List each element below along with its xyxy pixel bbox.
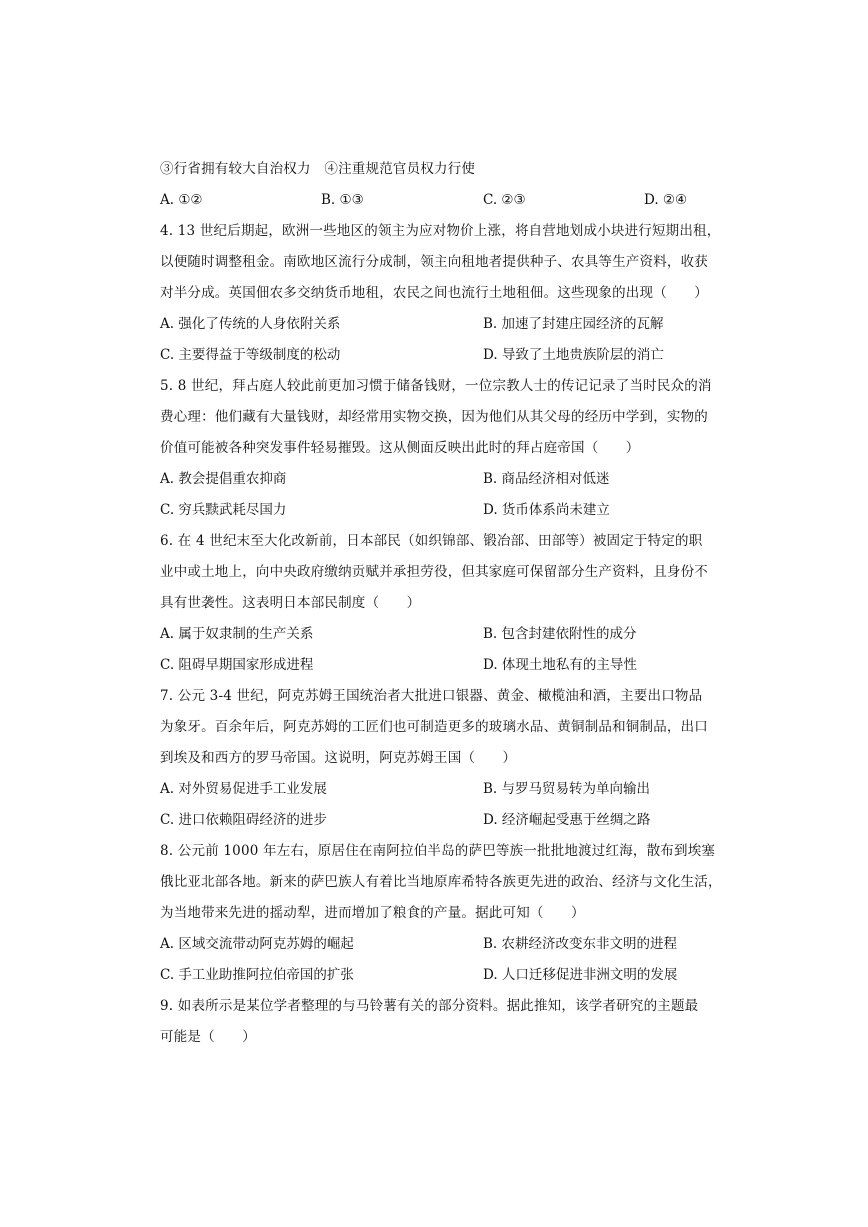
- q5-stem-line: 5. 8 世纪，拜占庭人较此前更加习惯于储备钱财，一位宗教人士的传记记录了当时民众的消: [160, 378, 712, 394]
- q6-option-c[interactable]: C. 阻碍早期国家形成进程: [160, 657, 314, 673]
- q6-option-a[interactable]: A. 属于奴隶制的生产关系: [160, 626, 314, 642]
- q5-stem-line: 价值可能被各种突发事件轻易摧毁。这从侧面反映出此时的拜占庭帝国（ ）: [160, 440, 640, 456]
- q5-option-c[interactable]: C. 穷兵黩武耗尽国力: [160, 502, 287, 518]
- q4-option-b[interactable]: B. 加速了封建庄园经济的瓦解: [483, 316, 664, 332]
- q8-option-a[interactable]: A. 区域交流带动阿克苏姆的崛起: [160, 936, 354, 952]
- q8-option-b[interactable]: B. 农耕经济改变东非文明的进程: [483, 936, 678, 952]
- q7-option-b[interactable]: B. 与罗马贸易转为单向输出: [483, 781, 651, 797]
- q4-option-c[interactable]: C. 主要得益于等级制度的松动: [160, 347, 341, 363]
- q8-option-c[interactable]: C. 手工业助推阿拉伯帝国的扩张: [160, 967, 354, 983]
- q7-option-d[interactable]: D. 经济崛起受惠于丝绸之路: [483, 812, 651, 828]
- q9-stem-line: 9. 如表所示是某位学者整理的与马铃薯有关的部分资料。据此推知，该学者研究的主题最: [160, 998, 699, 1014]
- q3-option-c[interactable]: C. ②③: [483, 192, 526, 208]
- q7-stem-line: 7. 公元 3-4 世纪，阿克苏姆王国统治者大批进口银器、黄金、橄榄油和酒，主要出口物品: [160, 688, 703, 704]
- q6-stem-line: 业中或土地上，向中央政府缴纳贡赋并承担劳役，但其家庭可保留部分生产资料，且身份不: [160, 564, 708, 580]
- q8-stem-line: 为当地带来先进的摇动犁，进而增加了粮食的产量。据此可知（ ）: [160, 905, 585, 921]
- q5-option-b[interactable]: B. 商品经济相对低迷: [483, 471, 610, 487]
- q4-option-a[interactable]: A. 强化了传统的人身依附关系: [160, 316, 341, 332]
- q6-stem-line: 具有世袭性。这表明日本部民制度（ ）: [160, 595, 421, 611]
- q8-option-d[interactable]: D. 人口迁移促进非洲文明的发展: [483, 967, 678, 983]
- q3-option-d[interactable]: D. ②④: [644, 192, 688, 208]
- q4-stem-line: 以便随时调整租金。南欧地区流行分成制，领主向租地者提供种子、农具等生产资料，收获: [160, 254, 708, 270]
- q5-option-d[interactable]: D. 货币体系尚未建立: [483, 502, 610, 518]
- q4-stem-line: 4. 13 世纪后期起，欧洲一些地区的领主为应对物价上涨，将自营地划成小块进行短期出租，: [160, 223, 721, 239]
- q7-stem-line: 到埃及和西方的罗马帝国。这说明，阿克苏姆王国（ ）: [160, 750, 517, 766]
- q5-stem-line: 费心理：他们藏有大量钱财，却经常用实物交换，因为他们从其父母的经历中学到，实物的: [160, 409, 708, 425]
- q9-stem-line: 可能是（ ）: [160, 1029, 256, 1045]
- q3-option-a[interactable]: A. ①②: [160, 192, 203, 208]
- q3-option-b[interactable]: B. ①③: [321, 192, 364, 208]
- q4-option-d[interactable]: D. 导致了土地贵族阶层的消亡: [483, 347, 664, 363]
- q6-stem-line: 6. 在 4 世纪末至大化改新前，日本部民（如织锦部、锻冶部、田部等）被固定于特定的职: [160, 533, 703, 549]
- q5-option-a[interactable]: A. 教会提倡重农抑商: [160, 471, 287, 487]
- q7-stem-line: 为象牙。百余年后，阿克苏姆的工匠们也可制造更多的玻璃水品、黄铜制品和铜制品，出口: [160, 719, 708, 735]
- q6-option-d[interactable]: D. 体现土地私有的主导性: [483, 657, 637, 673]
- q8-stem-line: 俄比亚北部各地。新来的萨巴族人有着比当地原库希特各族更先进的政治、经济与文化生活，: [160, 874, 722, 890]
- q7-option-c[interactable]: C. 进口依赖阻碍经济的进步: [160, 812, 327, 828]
- q7-option-a[interactable]: A. 对外贸易促进手工业发展: [160, 781, 327, 797]
- q8-stem-line: 8. 公元前 1000 年左右，原居住在南阿拉伯半岛的萨巴等族一批批地渡过红海，散布到埃塞: [160, 843, 716, 859]
- q6-option-b[interactable]: B. 包含封建依附性的成分: [483, 626, 637, 642]
- q3-statement-line: ③行省拥有较大自治权力 ④注重规范官员权力行使: [160, 161, 476, 177]
- q4-stem-line: 对半分成。英国佃农多交纳货币地租，农民之间也流行土地租佃。这些现象的出现（ ）: [160, 285, 708, 301]
